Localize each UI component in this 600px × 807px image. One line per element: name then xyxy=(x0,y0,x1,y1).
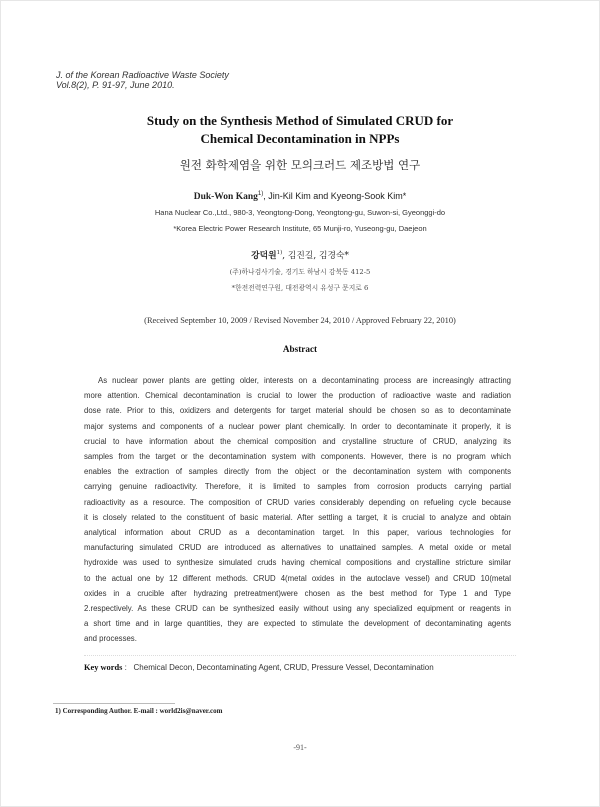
co-authors: , Jin-Kil Kim and Kyeong-Sook Kim* xyxy=(263,191,407,201)
abstract-line: crucial to have information about the chemical composition and crystalline structure of CRUD, analyzing its xyxy=(84,436,511,446)
abstract-line: As nuclear power plants are getting older, interests on a decontaminating process are increasingly attracting xyxy=(98,376,511,385)
author-list-korean xyxy=(0,250,600,262)
corresponding-author: Duk-Won Kang xyxy=(193,192,258,202)
author-list xyxy=(0,190,600,203)
keywords-value: Chemical Decon, Decontaminating Agent, CRUD, Pressure Vessel, Decontamination xyxy=(133,663,434,672)
keywords xyxy=(84,662,434,674)
corresponding-mark: 1) xyxy=(257,191,264,197)
abstract-line: samples from the target or the decontamination system with components. However, there is no program which xyxy=(84,452,511,461)
affiliation-korean-2: *한전전력연구원, 대전광역시 유성구 문지로 6 xyxy=(231,284,369,292)
affiliation-1: Hana Nuclear Co.,Ltd., 980-3, Yeongtong-Dong, Yeongtong-gu, Suwon-si, Gyeonggi-do xyxy=(154,208,446,217)
paper-title-korean: 원전 화학제염을 위한 모의크러드 제조방법 연구 xyxy=(179,158,421,172)
affiliation-2: *Korea Electric Power Research Institute, 65 Munji-ro, Yuseong-gu, Daejeon xyxy=(173,224,427,233)
abstract-line: enables the extraction of samples directly from the object or the decontamination system with components xyxy=(84,467,511,477)
journal-name: J. of the Korean Radioactive Waste Society xyxy=(56,70,229,80)
footnote-corresponding-author: 1) Corresponding Author. E-mail : world2is@naver.com xyxy=(55,707,223,715)
abstract-line: and processes. xyxy=(84,634,137,644)
page-number: -91- xyxy=(293,743,307,752)
co-authors-korean: , 김진길, 김경숙* xyxy=(282,251,349,261)
abstract-line: analytical information about CRUD as a decontamination target. In this paper, various technologies for xyxy=(84,528,511,537)
journal-volume: Vol.8(2), P. 91-97, June 2010. xyxy=(56,80,175,90)
abstract-body xyxy=(84,374,511,711)
abstract-line: carrying genuine radioactivity. Therefore, it is limited to samples from corrosion products carrying partial xyxy=(84,482,511,492)
abstract-heading: Abstract xyxy=(282,344,318,354)
affiliation-korean-1: (주)하나검사기술, 경기도 하남시 감북동 412-5 xyxy=(229,268,371,276)
abstract-line: hydroxide was used to synthesize simulated cruds having chemical compositions and crystalline stricture similar xyxy=(84,558,511,568)
paper-title xyxy=(0,112,600,148)
paper-title-line2: Chemical Decontamination in NPPs xyxy=(200,131,400,146)
abstract-line: manufacturing simulated CRUD are introduced as alternatives to unattained samples. A metal oxide or metal xyxy=(84,543,511,553)
abstract-line: radioactivity as a resource. The composition of CRUD varies considerably depending on refueling cycle because xyxy=(84,497,511,507)
received-dates: (Received September 10, 2009 / Revised November 24, 2010 / Approved February 22, 2010) xyxy=(144,316,456,325)
abstract-line: more attention. Chemical decontamination is crucial to lower the production of radioactive waste and radiation xyxy=(84,391,511,401)
journal-citation xyxy=(56,70,229,90)
abstract-line: a short time and in large quantities, they are expected to stimulate the development of decontaminating agents xyxy=(84,619,511,629)
abstract-line: oxides in a crucible after hydrazing pretreatment)were chosen as the best method for Type 1 and Type xyxy=(84,588,511,598)
abstract-line: major systems and components of a nuclear power plant chemically. In order to decontaminate it properly, it is xyxy=(84,421,511,431)
abstract-line: it is closely related to the constituent of basic material. After settling a target, it is crucial to analyze and obtain xyxy=(84,512,511,522)
abstract-line: 2.respectively. As these CRUD can be synthesized easily without using any specialized equipment or reagents in xyxy=(84,604,511,613)
keywords-label: Key words xyxy=(84,663,123,672)
abstract-line: to the actual one by 12 different methods. CRUD 4(metal oxides in the autoclave vessel) and CRUD 10(metal xyxy=(84,573,511,583)
corresponding-mark-korean: 1) xyxy=(276,250,283,257)
abstract-line: dose rate. Prior to this, oxidizers and detergents for target material should be chosen so as to decontaminate xyxy=(84,406,511,416)
keywords-divider xyxy=(84,655,516,656)
footnote-divider xyxy=(53,703,175,704)
corresponding-author-korean: 강덕원 xyxy=(251,251,277,261)
keywords-separator: : xyxy=(122,663,127,672)
paper-title-line1: Study on the Synthesis Method of Simulated CRUD for xyxy=(146,113,454,128)
